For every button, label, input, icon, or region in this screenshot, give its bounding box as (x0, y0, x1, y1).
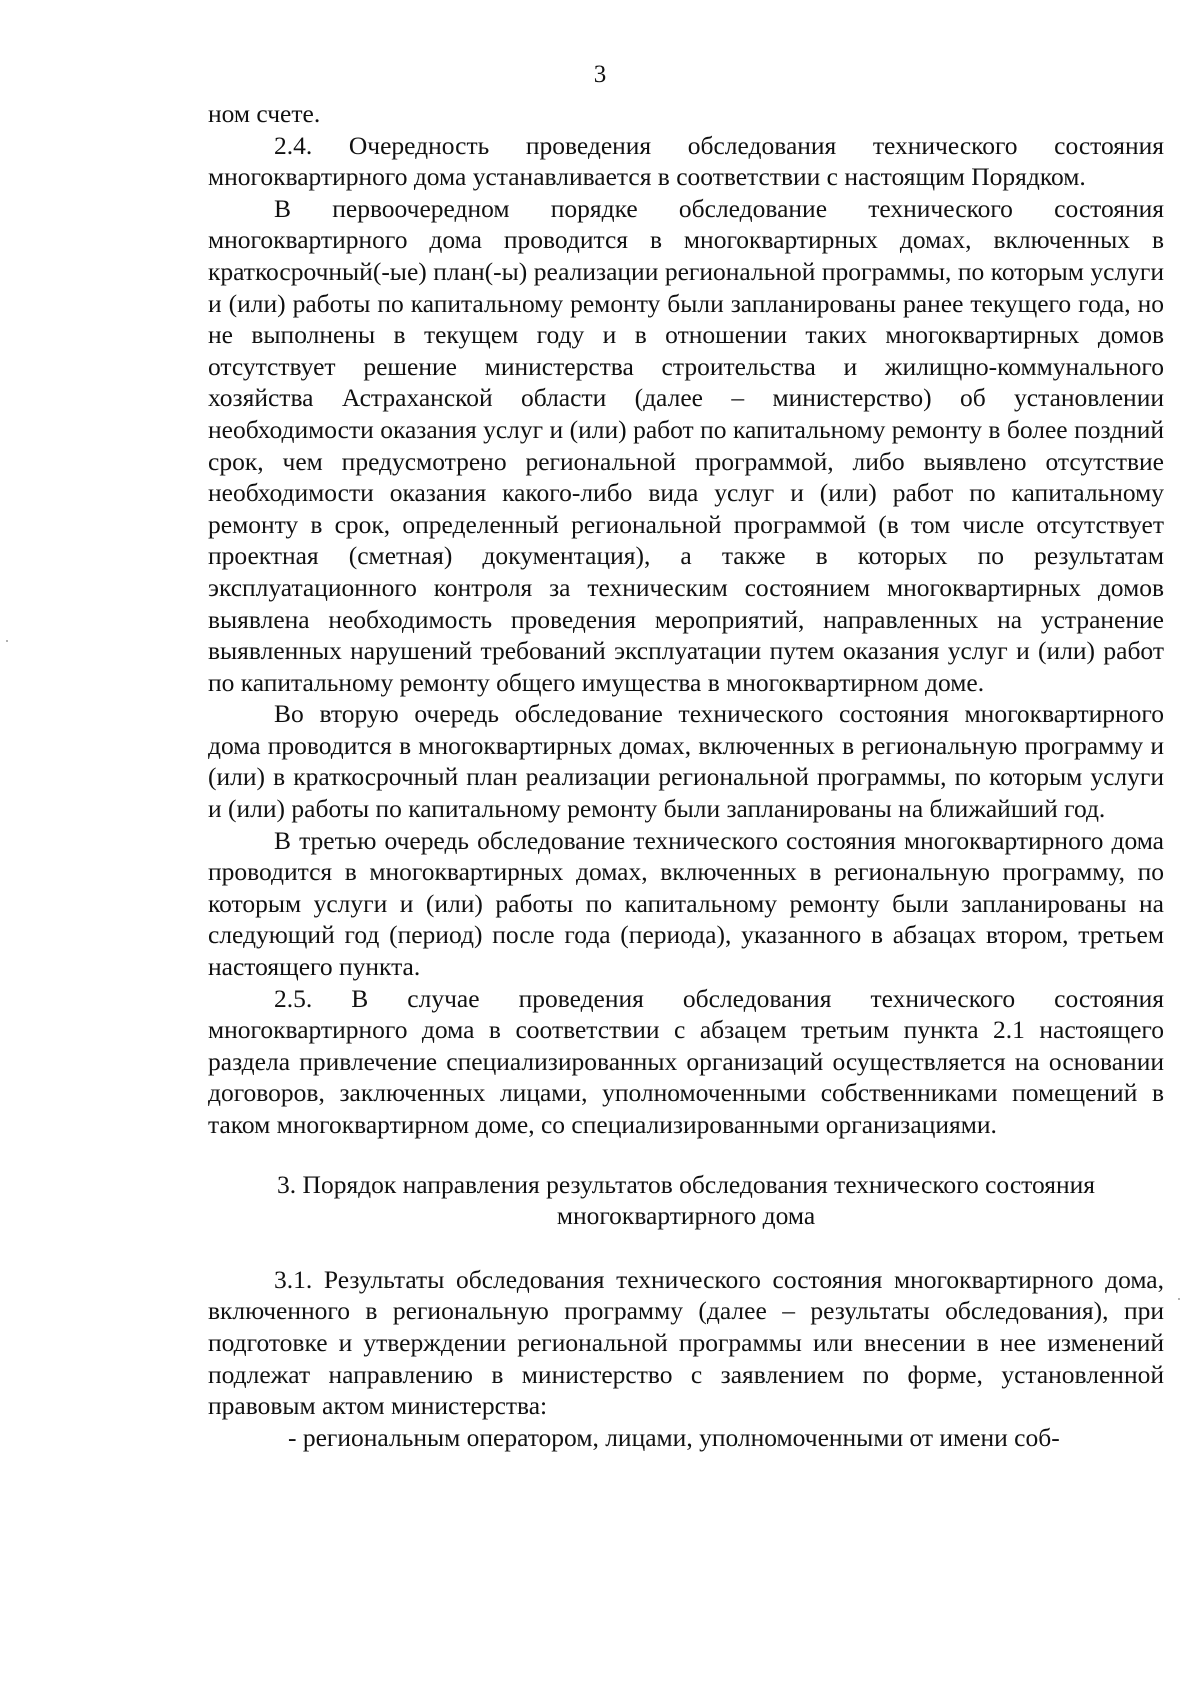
scan-artifact (6, 640, 8, 642)
document-body (208, 98, 1164, 1453)
page-number: 3 (593, 61, 607, 88)
paragraph-3-1: 3.1. Результаты обследования технического состояния многоквартирного дома, включенного в региональную программу (далее – результаты обследования), при подготовке и утверждении региональной программы или внесении в нее изменений подлежат направлению в министерство с заявлением по форме, установленной правовым актом министерства: (208, 1264, 1164, 1421)
scan-artifact (1178, 1298, 1180, 1300)
paragraph-second-priority: Во вторую очередь обследование технического состояния многоквартирного дома проводится в многоквартирных домах, включенных в региональную программу и (или) в краткосрочный план реализации региональной программы, по которым услуги и (или) работы по капитальному ремонту были запланированы на ближайший год. (208, 699, 1164, 824)
paragraph-first-priority: В первоочередном порядке обследование технического состояния многоквартирного дома проводится в многоквартирных домах, включенных в краткосрочный(-ые) план(-ы) реализации региональной программы, по которым услуги и (или) работы по капитальному ремонту были запланированы ранее текущего года, но не выполнены в текущем году и в отношении таких многоквартирных домов отсутствует решение министерства строительства и жилищно-коммунального хозяйства Астраханской области (далее – министерство) об установлении необходимости оказания услуг и (или) работ по капитальному ремонту в более поздний срок, чем предусмотрено региональной программой, либо выявлено отсутствие необходимости оказания какого-либо вида услуг и (или) работ по капитальному ремонту в срок, определенный региональной программой (в том числе отсутствует проектная (сметная) документация), а также в которых по результатам эксплуатационного контроля за техническим состоянием многоквартирных домов выявлена необходимость проведения мероприятий, направленных на устранение выявленных нарушений требований эксплуатации путем оказания услуг и (или) работ по капитальному ремонту общего имущества в многоквартирном доме. (208, 193, 1164, 697)
paragraph-third-priority: В третью очередь обследование технического состояния многоквартирного дома проводится в многоквартирных домах, включенных в региональную программу, по которым услуги и (или) работы по капитальному ремонту были запланированы на следующий год (период) после года (периода), указанного в абзацах втором, третьем настоящего пункта. (208, 825, 1164, 982)
paragraph-2-5: 2.5. В случае проведения обследования технического состояния многоквартирного дома в соответствии с абзацем третьим пункта 2.1 настоящего раздела привлечение специализированных организаций осуществляется на основании договоров, заключенных лицами, уполномоченными собственниками помещений в таком многоквартирном доме, со специализированными организациями. (208, 983, 1164, 1139)
paragraph-continuation: ном счете. (208, 99, 321, 128)
paragraph-2-4: 2.4. Очередность проведения обследования технического состояния многоквартирного дома устанавливается в соответствии с настоящим Порядком. (208, 130, 1164, 192)
section-heading: 3. Порядок направления результатов обследования технического состояния многоквартирного дома (277, 1169, 1095, 1231)
list-item-dash: - региональным оператором, лицами, уполномоченными от имени соб- (288, 1422, 1060, 1452)
